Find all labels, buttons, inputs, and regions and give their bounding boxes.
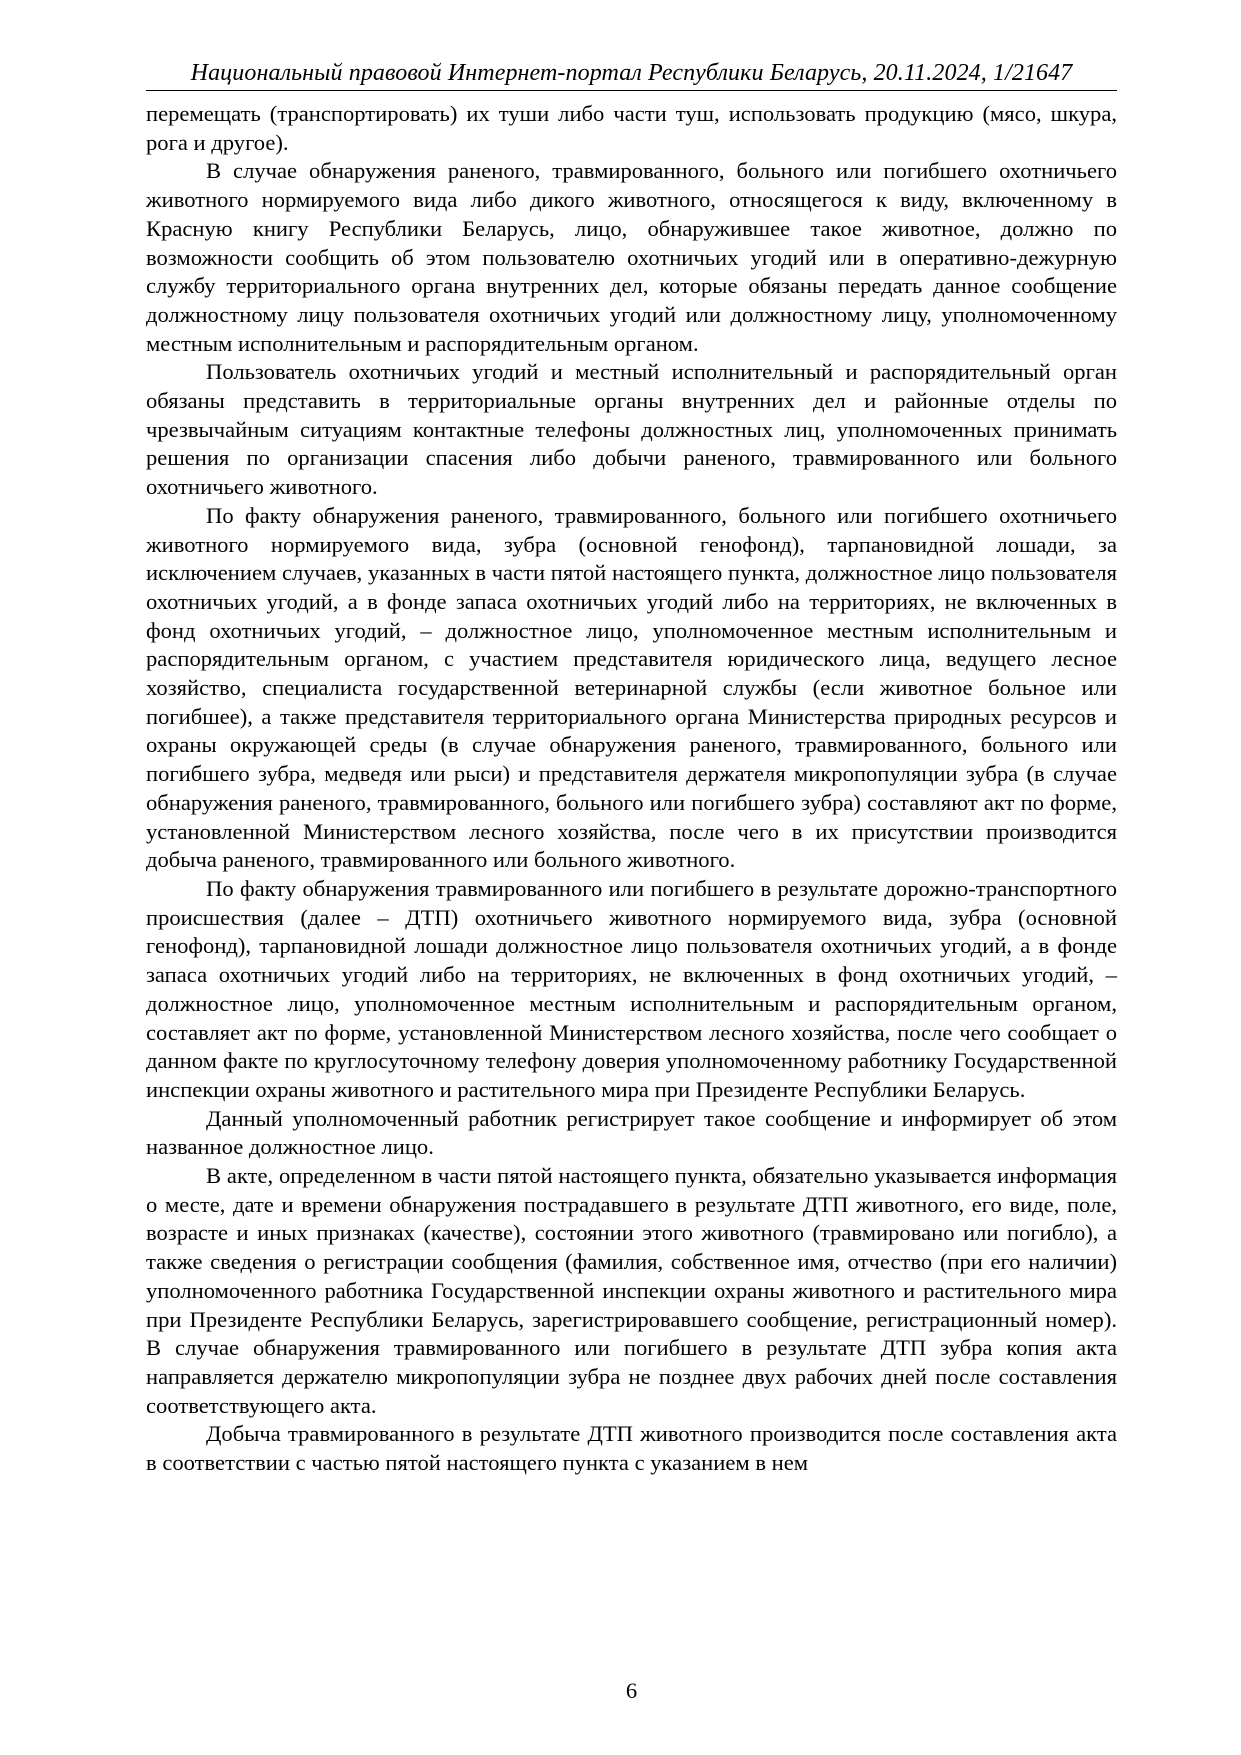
paragraph-injured-animal-act: По факту обнаружения раненого, травмированного, больного или погибшего охотничьего животного нормируемого вида, зубра (основной генофонд), тарпановидной лошади, за исключением случаев, указанных в части пятой настоящего пункта, должностное лицо пользователя охотничьих угодий, а в фонде запаса охотничьих угодий либо на территориях, не включенных в фонд охотничьих угодий, – должностное лицо, уполномоченное местным исполнительным и распорядительным органом, с участием представителя юридического лица, ведущего лесное хозяйство, специалиста государственной ветеринарной службы (если животное больное или погибшее), а также представителя территориального органа Министерства природных ресурсов и охраны окружающей среды (в случае обнаружения раненого, травмированного, больного или погибшего зубра, медведя или рыси) и представителя держателя микропопуляции зубра (в случае обнаружения раненого, травмированного, больного или погибшего зубра) составляют акт по форме, установленной Министерством лесного хозяйства, после чего в их присутствии производится добыча раненого, травмированного или больного животного. xyxy=(146,502,1117,873)
document-body xyxy=(146,100,1117,1478)
paragraph-act-contents: В акте, определенном в части пятой настоящего пункта, обязательно указывается информация о месте, дате и времени обнаружения пострадавшего в результате ДТП животного, его виде, поле, возрасте и иных признаках (качестве), состоянии этого животного (травмировано или погибло), а также сведения о регистрации сообщения (фамилия, собственное имя, отчество (при его наличии) уполномоченного работника Государственной инспекции охраны животного и растительного мира при Президенте Республики Беларусь, зарегистрировавшего сообщение, регистрационный номер). В случае обнаружения травмированного или погибшего в результате ДТП зубра копия акта направляется держателю микропопуляции зубра не позднее двух рабочих дней после составления соответствующего акта. xyxy=(146,1163,1117,1418)
paragraph-harvest-after-act: Добыча травмированного в результате ДТП животного производится после составления акта в соответствии с частью пятой настоящего пункта с указанием в нем xyxy=(146,1421,1117,1476)
paragraph-road-accident-act: По факту обнаружения травмированного или погибшего в результате дорожно-транспортного происшествия (далее – ДТП) охотничьего животного нормируемого вида, зубра (основной генофонд), тарпановидной лошади должностное лицо пользователя охотничьих угодий, а в фонде запаса охотничьих угодий либо на территориях, не включенных в фонд охотничьих угодий, – должностное лицо, уполномоченное местным исполнительным и распорядительным органом, составляет акт по форме, установленной Министерством лесного хозяйства, после чего сообщает о данном факте по круглосуточному телефону доверия уполномоченному работнику Государственной инспекции охраны животного и растительного мира при Президенте Республики Беларусь. xyxy=(146,875,1117,1102)
paragraph-contact-phones: Пользователь охотничьих угодий и местный исполнительный и распорядительный орган обязаны представить в территориальные органы внутренних дел и районные отделы по чрезвычайным ситуациям контактные телефоны должностных лиц, уполномоченных принимать решения по организации спасения либо добычи раненого, травмированного или больного охотничьего животного. xyxy=(146,359,1117,500)
paragraph-red-book-report: В случае обнаружения раненого, травмированного, больного или погибшего охотничьего животного нормируемого вида либо дикого животного, относящегося к виду, включенному в Красную книгу Республики Беларусь, лицо, обнаружившее такое животное, должно по возможности сообщить об этом пользователю охотничьих угодий или в оперативно-дежурную службу территориального органа внутренних дел, которые обязаны передать данное сообщение должностному лицу пользователя охотничьих угодий или должностному лицу, уполномоченному местным исполнительным и распорядительным органом. xyxy=(146,158,1117,356)
paragraph-continuation: перемещать (транспортировать) их туши либо части туш, использовать продукцию (мясо, шкура, рога и другое). xyxy=(146,101,1117,155)
header-divider xyxy=(146,90,1117,91)
page-header: Национальный правовой Интернет-портал Республики Беларусь, 20.11.2024, 1/21647 xyxy=(190,60,1073,86)
page-number: 6 xyxy=(625,1678,638,1703)
paragraph-registration: Данный уполномоченный работник регистрирует такое сообщение и информирует об этом названное должностное лицо. xyxy=(146,1105,1117,1160)
